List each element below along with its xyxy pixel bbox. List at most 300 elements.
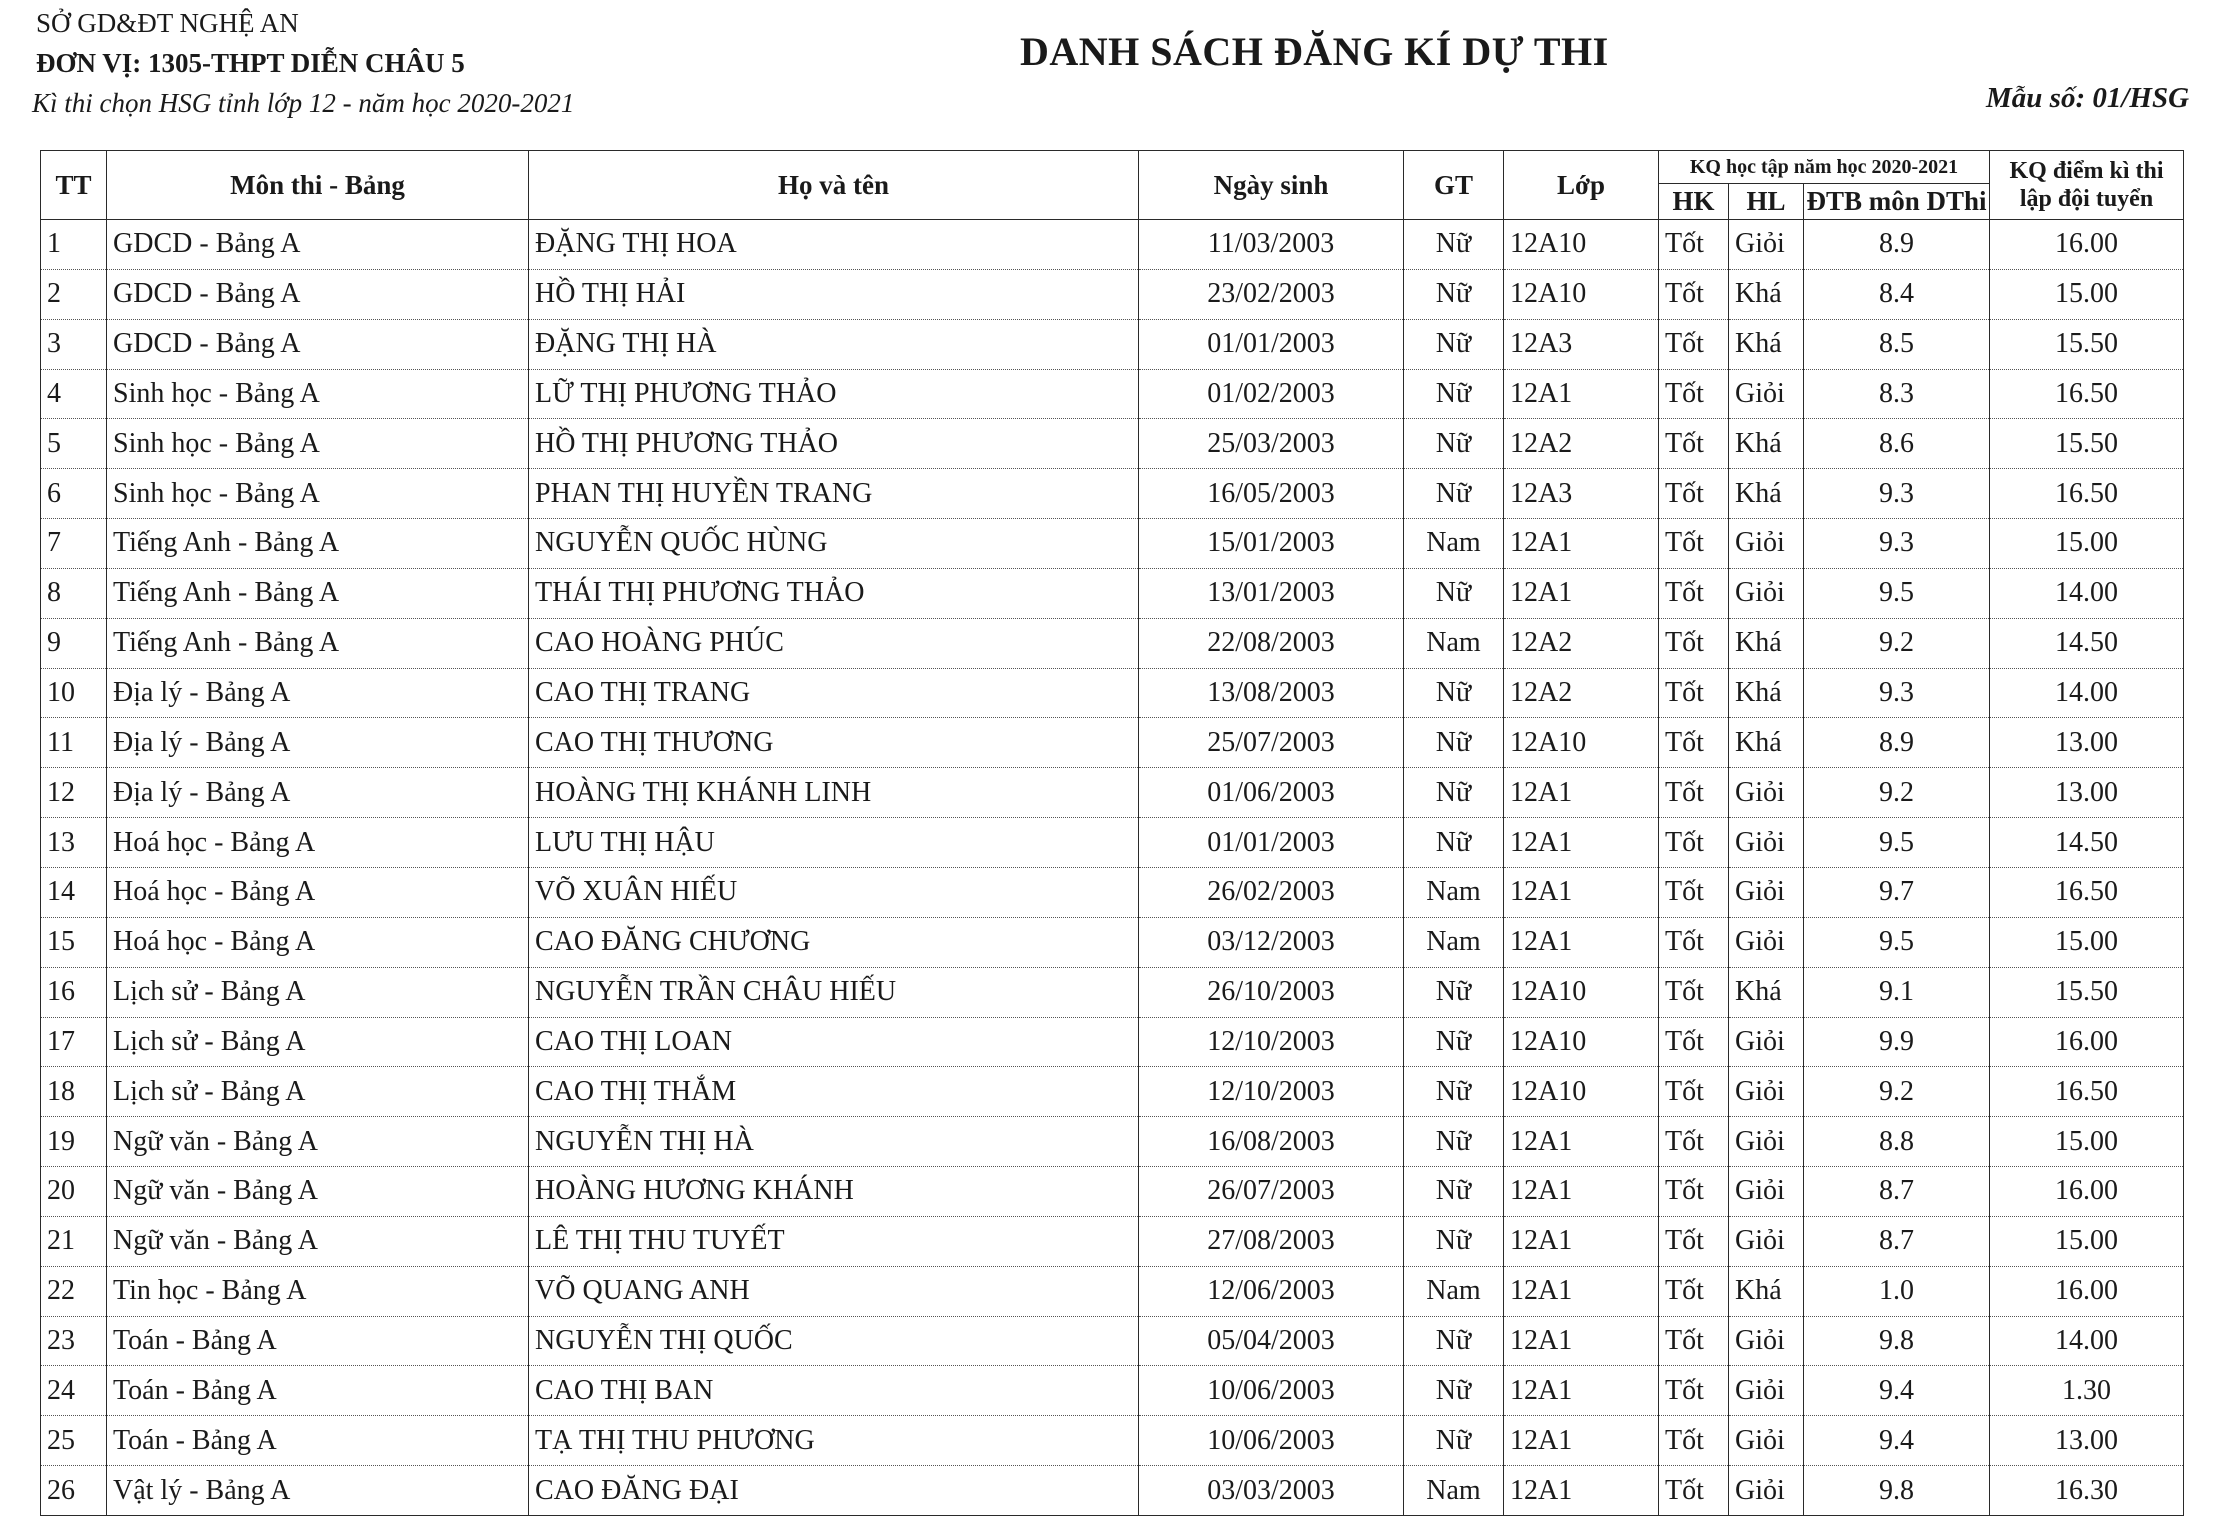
birth-date: 01/06/2003 xyxy=(1139,768,1404,818)
student-name: LƯU THỊ HẬU xyxy=(529,818,1139,868)
team-score-cell: 14.50 xyxy=(1990,818,2184,868)
team-score-cell: 15.00 xyxy=(1990,917,2184,967)
subject-average-cell: 9.9 xyxy=(1804,1017,1990,1067)
conduct-cell: Tốt xyxy=(1659,369,1729,419)
birth-date: 10/06/2003 xyxy=(1139,1366,1404,1416)
birth-date: 15/01/2003 xyxy=(1139,519,1404,569)
birth-date: 22/08/2003 xyxy=(1139,618,1404,668)
table-row xyxy=(41,519,2184,569)
subject-average-cell: 9.8 xyxy=(1804,1466,1990,1516)
team-score-cell: 14.00 xyxy=(1990,568,2184,618)
subject-average-cell: 9.1 xyxy=(1804,967,1990,1017)
subject-cell: Địa lý - Bảng A xyxy=(107,668,529,718)
col-header-subject: Môn thi - Bảng xyxy=(107,151,529,220)
subject-cell: Toán - Bảng A xyxy=(107,1366,529,1416)
team-score-cell: 15.50 xyxy=(1990,419,2184,469)
subject-cell: Địa lý - Bảng A xyxy=(107,718,529,768)
gender-cell: Nam xyxy=(1404,1266,1504,1316)
row-number: 24 xyxy=(41,1366,107,1416)
subject-average-cell: 9.3 xyxy=(1804,519,1990,569)
gender-cell: Nam xyxy=(1404,519,1504,569)
subject-cell: Ngữ văn - Bảng A xyxy=(107,1167,529,1217)
table-row xyxy=(41,1017,2184,1067)
academic-rank-cell: Khá xyxy=(1729,718,1804,768)
subject-average-cell: 9.8 xyxy=(1804,1316,1990,1366)
subject-average-cell: 9.5 xyxy=(1804,568,1990,618)
student-name: CAO THỊ LOAN xyxy=(529,1017,1139,1067)
row-number: 9 xyxy=(41,618,107,668)
birth-date: 25/07/2003 xyxy=(1139,718,1404,768)
table-row xyxy=(41,319,2184,369)
subject-cell: Sinh học - Bảng A xyxy=(107,419,529,469)
academic-rank-cell: Khá xyxy=(1729,1266,1804,1316)
birth-date: 05/04/2003 xyxy=(1139,1316,1404,1366)
gender-cell: Nữ xyxy=(1404,1216,1504,1266)
table-row xyxy=(41,768,2184,818)
subject-cell: Địa lý - Bảng A xyxy=(107,768,529,818)
table-row xyxy=(41,668,2184,718)
row-number: 20 xyxy=(41,1167,107,1217)
class-cell: 12A2 xyxy=(1504,618,1659,668)
academic-rank-cell: Giỏi xyxy=(1729,369,1804,419)
team-score-cell: 14.00 xyxy=(1990,668,2184,718)
subject-cell: Toán - Bảng A xyxy=(107,1416,529,1466)
class-cell: 12A1 xyxy=(1504,1117,1659,1167)
gender-cell: Nữ xyxy=(1404,568,1504,618)
row-number: 14 xyxy=(41,867,107,917)
subject-average-cell: 9.4 xyxy=(1804,1366,1990,1416)
gender-cell: Nữ xyxy=(1404,469,1504,519)
subject-average-cell: 8.6 xyxy=(1804,419,1990,469)
student-name: NGUYỄN QUỐC HÙNG xyxy=(529,519,1139,569)
row-number: 4 xyxy=(41,369,107,419)
gender-cell: Nam xyxy=(1404,1466,1504,1516)
team-score-cell: 1.30 xyxy=(1990,1366,2184,1416)
student-name: ĐẶNG THỊ HÀ xyxy=(529,319,1139,369)
subject-average-cell: 9.3 xyxy=(1804,668,1990,718)
conduct-cell: Tốt xyxy=(1659,1067,1729,1117)
subject-cell: Toán - Bảng A xyxy=(107,1316,529,1366)
gender-cell: Nữ xyxy=(1404,1366,1504,1416)
team-score-cell: 16.50 xyxy=(1990,1067,2184,1117)
academic-rank-cell: Giỏi xyxy=(1729,768,1804,818)
table-row xyxy=(41,568,2184,618)
class-cell: 12A1 xyxy=(1504,1416,1659,1466)
table-row xyxy=(41,867,2184,917)
subject-average-cell: 9.2 xyxy=(1804,1067,1990,1117)
conduct-cell: Tốt xyxy=(1659,1117,1729,1167)
academic-rank-cell: Khá xyxy=(1729,967,1804,1017)
col-header-gender: GT xyxy=(1404,151,1504,220)
table-row xyxy=(41,1117,2184,1167)
academic-rank-cell: Khá xyxy=(1729,668,1804,718)
student-name: HOÀNG HƯƠNG KHÁNH xyxy=(529,1167,1139,1217)
gender-cell: Nữ xyxy=(1404,319,1504,369)
birth-date: 01/01/2003 xyxy=(1139,319,1404,369)
table-row xyxy=(41,269,2184,319)
row-number: 12 xyxy=(41,768,107,818)
table-row xyxy=(41,1316,2184,1366)
subject-cell: GDCD - Bảng A xyxy=(107,220,529,270)
subject-cell: Sinh học - Bảng A xyxy=(107,369,529,419)
team-score-cell: 15.00 xyxy=(1990,519,2184,569)
gender-cell: Nữ xyxy=(1404,1017,1504,1067)
subject-average-cell: 8.7 xyxy=(1804,1167,1990,1217)
student-name: CAO ĐĂNG ĐẠI xyxy=(529,1466,1139,1516)
table-row xyxy=(41,1366,2184,1416)
birth-date: 16/08/2003 xyxy=(1139,1117,1404,1167)
gender-cell: Nữ xyxy=(1404,1117,1504,1167)
conduct-cell: Tốt xyxy=(1659,568,1729,618)
student-name: TẠ THỊ THU PHƯƠNG xyxy=(529,1416,1139,1466)
gender-cell: Nữ xyxy=(1404,768,1504,818)
academic-rank-cell: Khá xyxy=(1729,419,1804,469)
row-number: 21 xyxy=(41,1216,107,1266)
row-number: 18 xyxy=(41,1067,107,1117)
class-cell: 12A1 xyxy=(1504,1216,1659,1266)
student-name: VÕ QUANG ANH xyxy=(529,1266,1139,1316)
birth-date: 26/10/2003 xyxy=(1139,967,1404,1017)
conduct-cell: Tốt xyxy=(1659,867,1729,917)
student-name: LỮ THỊ PHƯƠNG THẢO xyxy=(529,369,1139,419)
row-number: 8 xyxy=(41,568,107,618)
team-score-cell: 13.00 xyxy=(1990,768,2184,818)
col-header-study-results: KQ học tập năm học 2020-2021 xyxy=(1659,151,1990,184)
col-header-team-score: KQ điểm kì thi lập đội tuyển xyxy=(1990,151,2184,220)
gender-cell: Nữ xyxy=(1404,220,1504,270)
table-row xyxy=(41,469,2184,519)
conduct-cell: Tốt xyxy=(1659,1017,1729,1067)
birth-date: 16/05/2003 xyxy=(1139,469,1404,519)
page-title: DANH SÁCH ĐĂNG KÍ DỰ THI xyxy=(1020,29,1609,74)
academic-rank-cell: Giỏi xyxy=(1729,1216,1804,1266)
row-number: 11 xyxy=(41,718,107,768)
conduct-cell: Tốt xyxy=(1659,917,1729,967)
academic-rank-cell: Giỏi xyxy=(1729,1067,1804,1117)
team-score-cell: 16.50 xyxy=(1990,469,2184,519)
birth-date: 12/06/2003 xyxy=(1139,1266,1404,1316)
team-score-cell: 16.50 xyxy=(1990,369,2184,419)
subject-average-cell: 8.5 xyxy=(1804,319,1990,369)
row-number: 3 xyxy=(41,319,107,369)
row-number: 10 xyxy=(41,668,107,718)
subject-cell: GDCD - Bảng A xyxy=(107,319,529,369)
birth-date: 03/12/2003 xyxy=(1139,917,1404,967)
birth-date: 13/01/2003 xyxy=(1139,568,1404,618)
table-row xyxy=(41,1266,2184,1316)
conduct-cell: Tốt xyxy=(1659,1167,1729,1217)
birth-date: 26/07/2003 xyxy=(1139,1167,1404,1217)
birth-date: 03/03/2003 xyxy=(1139,1466,1404,1516)
row-number: 2 xyxy=(41,269,107,319)
subject-average-cell: 1.0 xyxy=(1804,1266,1990,1316)
subject-cell: Sinh học - Bảng A xyxy=(107,469,529,519)
academic-rank-cell: Giỏi xyxy=(1729,519,1804,569)
academic-rank-cell: Khá xyxy=(1729,319,1804,369)
class-cell: 12A1 xyxy=(1504,1316,1659,1366)
subject-cell: Hoá học - Bảng A xyxy=(107,818,529,868)
row-number: 17 xyxy=(41,1017,107,1067)
subject-average-cell: 9.2 xyxy=(1804,768,1990,818)
student-name: HỒ THỊ PHƯƠNG THẢO xyxy=(529,419,1139,469)
conduct-cell: Tốt xyxy=(1659,1416,1729,1466)
conduct-cell: Tốt xyxy=(1659,618,1729,668)
academic-rank-cell: Giỏi xyxy=(1729,1366,1804,1416)
subject-cell: Tiếng Anh - Bảng A xyxy=(107,568,529,618)
conduct-cell: Tốt xyxy=(1659,1466,1729,1516)
subject-cell: Vật lý - Bảng A xyxy=(107,1466,529,1516)
table-row xyxy=(41,1067,2184,1117)
team-score-cell: 14.00 xyxy=(1990,1316,2184,1366)
student-name: LÊ THỊ THU TUYẾT xyxy=(529,1216,1139,1266)
birth-date: 10/06/2003 xyxy=(1139,1416,1404,1466)
row-number: 5 xyxy=(41,419,107,469)
table-row xyxy=(41,1466,2184,1516)
row-number: 13 xyxy=(41,818,107,868)
class-cell: 12A1 xyxy=(1504,1366,1659,1416)
row-number: 25 xyxy=(41,1416,107,1466)
table-row xyxy=(41,917,2184,967)
subject-cell: Hoá học - Bảng A xyxy=(107,867,529,917)
subject-cell: Ngữ văn - Bảng A xyxy=(107,1117,529,1167)
conduct-cell: Tốt xyxy=(1659,220,1729,270)
gender-cell: Nữ xyxy=(1404,369,1504,419)
academic-rank-cell: Khá xyxy=(1729,618,1804,668)
subject-average-cell: 8.7 xyxy=(1804,1216,1990,1266)
row-number: 6 xyxy=(41,469,107,519)
birth-date: 25/03/2003 xyxy=(1139,419,1404,469)
class-cell: 12A3 xyxy=(1504,319,1659,369)
team-score-cell: 16.00 xyxy=(1990,220,2184,270)
col-header-dob: Ngày sinh xyxy=(1139,151,1404,220)
subject-cell: Lịch sử - Bảng A xyxy=(107,1067,529,1117)
unit-name: ĐƠN VỊ: 1305-THPT DIỄN CHÂU 5 xyxy=(36,48,465,78)
class-cell: 12A2 xyxy=(1504,419,1659,469)
birth-date: 01/01/2003 xyxy=(1139,818,1404,868)
student-name: CAO THỊ THƯƠNG xyxy=(529,718,1139,768)
conduct-cell: Tốt xyxy=(1659,319,1729,369)
birth-date: 12/10/2003 xyxy=(1139,1067,1404,1117)
class-cell: 12A3 xyxy=(1504,469,1659,519)
team-score-cell: 15.00 xyxy=(1990,269,2184,319)
table-row xyxy=(41,419,2184,469)
subject-cell: GDCD - Bảng A xyxy=(107,269,529,319)
subject-average-cell: 9.4 xyxy=(1804,1416,1990,1466)
academic-rank-cell: Giỏi xyxy=(1729,1316,1804,1366)
birth-date: 11/03/2003 xyxy=(1139,220,1404,270)
team-score-cell: 16.50 xyxy=(1990,867,2184,917)
class-cell: 12A1 xyxy=(1504,369,1659,419)
team-score-cell: 16.00 xyxy=(1990,1266,2184,1316)
conduct-cell: Tốt xyxy=(1659,1366,1729,1416)
conduct-cell: Tốt xyxy=(1659,967,1729,1017)
subject-average-cell: 9.2 xyxy=(1804,618,1990,668)
academic-rank-cell: Giỏi xyxy=(1729,1466,1804,1516)
subject-cell: Lịch sử - Bảng A xyxy=(107,1017,529,1067)
class-cell: 12A1 xyxy=(1504,867,1659,917)
table-row xyxy=(41,1416,2184,1466)
subject-average-cell: 8.8 xyxy=(1804,1117,1990,1167)
gender-cell: Nữ xyxy=(1404,1167,1504,1217)
col-header-hl: HL xyxy=(1729,184,1804,220)
table-row xyxy=(41,967,2184,1017)
academic-rank-cell: Giỏi xyxy=(1729,1017,1804,1067)
student-name: NGUYỄN THỊ QUỐC xyxy=(529,1316,1139,1366)
gender-cell: Nữ xyxy=(1404,419,1504,469)
subject-average-cell: 8.3 xyxy=(1804,369,1990,419)
student-name: CAO THỊ TRANG xyxy=(529,668,1139,718)
row-number: 19 xyxy=(41,1117,107,1167)
class-cell: 12A10 xyxy=(1504,1067,1659,1117)
team-score-cell: 14.50 xyxy=(1990,618,2184,668)
student-name: PHAN THỊ HUYỀN TRANG xyxy=(529,469,1139,519)
academic-rank-cell: Khá xyxy=(1729,269,1804,319)
team-score-cell: 15.00 xyxy=(1990,1216,2184,1266)
class-cell: 12A10 xyxy=(1504,967,1659,1017)
department-name: SỞ GD&ĐT NGHỆ AN xyxy=(36,8,299,38)
class-cell: 12A10 xyxy=(1504,220,1659,270)
subject-average-cell: 8.9 xyxy=(1804,718,1990,768)
subject-cell: Tiếng Anh - Bảng A xyxy=(107,618,529,668)
student-name: ĐẶNG THỊ HOA xyxy=(529,220,1139,270)
gender-cell: Nam xyxy=(1404,867,1504,917)
birth-date: 13/08/2003 xyxy=(1139,668,1404,718)
student-name: HỒ THỊ HẢI xyxy=(529,269,1139,319)
subject-average-cell: 8.4 xyxy=(1804,269,1990,319)
subject-average-cell: 9.7 xyxy=(1804,867,1990,917)
table-row xyxy=(41,718,2184,768)
table-row xyxy=(41,618,2184,668)
birth-date: 27/08/2003 xyxy=(1139,1216,1404,1266)
gender-cell: Nữ xyxy=(1404,967,1504,1017)
col-header-class: Lớp xyxy=(1504,151,1659,220)
conduct-cell: Tốt xyxy=(1659,668,1729,718)
conduct-cell: Tốt xyxy=(1659,419,1729,469)
academic-rank-cell: Giỏi xyxy=(1729,818,1804,868)
team-score-cell: 16.30 xyxy=(1990,1466,2184,1516)
subject-cell: Hoá học - Bảng A xyxy=(107,917,529,967)
team-score-cell: 16.00 xyxy=(1990,1017,2184,1067)
conduct-cell: Tốt xyxy=(1659,519,1729,569)
team-score-cell: 15.00 xyxy=(1990,1117,2184,1167)
team-score-cell: 16.00 xyxy=(1990,1167,2184,1217)
table-row xyxy=(41,818,2184,868)
class-cell: 12A2 xyxy=(1504,668,1659,718)
student-name: NGUYỄN TRẦN CHÂU HIẾU xyxy=(529,967,1139,1017)
col-header-tt: TT xyxy=(41,151,107,220)
birth-date: 23/02/2003 xyxy=(1139,269,1404,319)
team-score-cell: 15.50 xyxy=(1990,967,2184,1017)
student-name: THÁI THỊ PHƯƠNG THẢO xyxy=(529,568,1139,618)
col-header-dtb: ĐTB môn DThi xyxy=(1804,184,1990,220)
subject-average-cell: 8.9 xyxy=(1804,220,1990,270)
student-name: VÕ XUÂN HIẾU xyxy=(529,867,1139,917)
student-name: CAO THỊ THẮM xyxy=(529,1067,1139,1117)
birth-date: 12/10/2003 xyxy=(1139,1017,1404,1067)
academic-rank-cell: Giỏi xyxy=(1729,917,1804,967)
gender-cell: Nữ xyxy=(1404,1416,1504,1466)
academic-rank-cell: Giỏi xyxy=(1729,568,1804,618)
subject-cell: Lịch sử - Bảng A xyxy=(107,967,529,1017)
conduct-cell: Tốt xyxy=(1659,768,1729,818)
class-cell: 12A1 xyxy=(1504,519,1659,569)
birth-date: 26/02/2003 xyxy=(1139,867,1404,917)
row-number: 1 xyxy=(41,220,107,270)
class-cell: 12A1 xyxy=(1504,768,1659,818)
subject-cell: Tiếng Anh - Bảng A xyxy=(107,519,529,569)
student-name: CAO HOÀNG PHÚC xyxy=(529,618,1139,668)
row-number: 23 xyxy=(41,1316,107,1366)
conduct-cell: Tốt xyxy=(1659,818,1729,868)
registration-table xyxy=(40,150,2184,1516)
gender-cell: Nữ xyxy=(1404,1316,1504,1366)
gender-cell: Nam xyxy=(1404,618,1504,668)
gender-cell: Nữ xyxy=(1404,668,1504,718)
conduct-cell: Tốt xyxy=(1659,269,1729,319)
row-number: 7 xyxy=(41,519,107,569)
student-name: NGUYỄN THỊ HÀ xyxy=(529,1117,1139,1167)
table-row xyxy=(41,369,2184,419)
col-header-hk: HK xyxy=(1659,184,1729,220)
student-name: HOÀNG THỊ KHÁNH LINH xyxy=(529,768,1139,818)
class-cell: 12A1 xyxy=(1504,1167,1659,1217)
col-header-name: Họ và tên xyxy=(529,151,1139,220)
team-score-cell: 15.50 xyxy=(1990,319,2184,369)
gender-cell: Nữ xyxy=(1404,1067,1504,1117)
conduct-cell: Tốt xyxy=(1659,1266,1729,1316)
conduct-cell: Tốt xyxy=(1659,1216,1729,1266)
table-row xyxy=(41,1167,2184,1217)
academic-rank-cell: Khá xyxy=(1729,469,1804,519)
student-name: CAO ĐĂNG CHƯƠNG xyxy=(529,917,1139,967)
academic-rank-cell: Giỏi xyxy=(1729,1167,1804,1217)
form-number: Mẫu số: 01/HSG xyxy=(1986,82,2190,114)
row-number: 15 xyxy=(41,917,107,967)
student-name: CAO THỊ BAN xyxy=(529,1366,1139,1416)
gender-cell: Nữ xyxy=(1404,718,1504,768)
conduct-cell: Tốt xyxy=(1659,718,1729,768)
team-score-cell: 13.00 xyxy=(1990,1416,2184,1466)
exam-name: Kì thi chọn HSG tỉnh lớp 12 - năm học 2020-2021 xyxy=(32,88,575,118)
class-cell: 12A1 xyxy=(1504,568,1659,618)
class-cell: 12A1 xyxy=(1504,1466,1659,1516)
academic-rank-cell: Giỏi xyxy=(1729,1416,1804,1466)
academic-rank-cell: Giỏi xyxy=(1729,867,1804,917)
row-number: 22 xyxy=(41,1266,107,1316)
academic-rank-cell: Giỏi xyxy=(1729,1117,1804,1167)
gender-cell: Nữ xyxy=(1404,269,1504,319)
subject-average-cell: 9.5 xyxy=(1804,818,1990,868)
class-cell: 12A1 xyxy=(1504,917,1659,967)
class-cell: 12A10 xyxy=(1504,718,1659,768)
gender-cell: Nam xyxy=(1404,917,1504,967)
row-number: 16 xyxy=(41,967,107,1017)
row-number: 26 xyxy=(41,1466,107,1516)
conduct-cell: Tốt xyxy=(1659,469,1729,519)
birth-date: 01/02/2003 xyxy=(1139,369,1404,419)
subject-cell: Tin học - Bảng A xyxy=(107,1266,529,1316)
subject-average-cell: 9.3 xyxy=(1804,469,1990,519)
class-cell: 12A1 xyxy=(1504,1266,1659,1316)
class-cell: 12A1 xyxy=(1504,818,1659,868)
class-cell: 12A10 xyxy=(1504,269,1659,319)
table-row xyxy=(41,1216,2184,1266)
table-row xyxy=(41,220,2184,270)
gender-cell: Nữ xyxy=(1404,818,1504,868)
academic-rank-cell: Giỏi xyxy=(1729,220,1804,270)
subject-average-cell: 9.5 xyxy=(1804,917,1990,967)
team-score-cell: 13.00 xyxy=(1990,718,2184,768)
